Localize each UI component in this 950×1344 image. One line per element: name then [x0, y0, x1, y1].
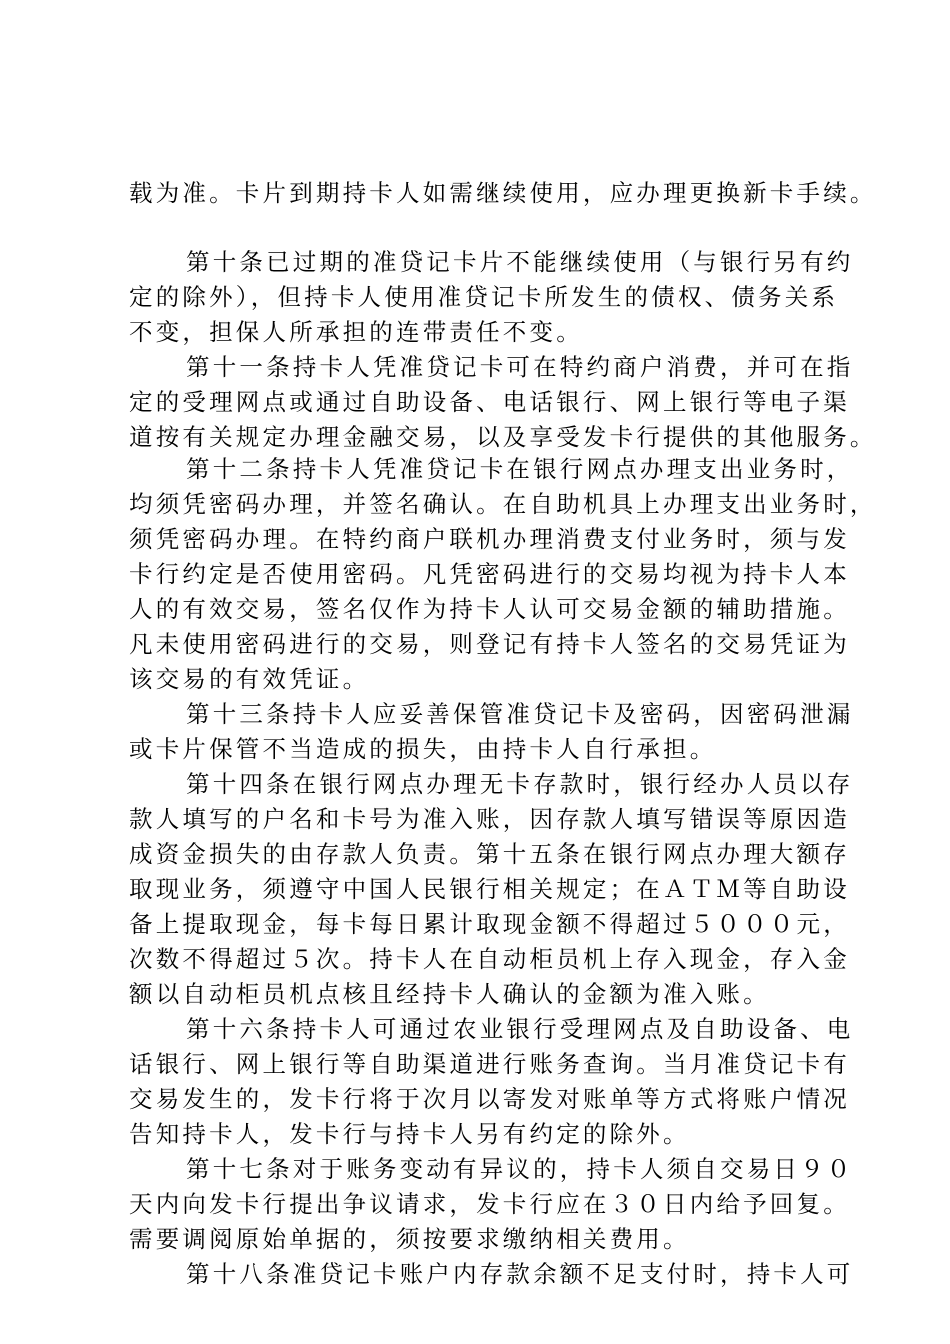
- text-line: 额以自动柜员机点核且经持卡人确认的金额为准入账。: [129, 980, 770, 1008]
- article-11-line: 第十一条持卡人凭准贷记卡可在特约商户消费，并可在指: [186, 353, 854, 381]
- article-14-line: 第十四条在银行网点办理无卡存款时，银行经办人员以存: [186, 770, 854, 798]
- text-line: 卡行约定是否使用密码。凡凭密码进行的交易均视为持卡人本: [129, 560, 850, 588]
- paragraph-continuation: [129, 176, 877, 211]
- article-10-line: 第十条已过期的准贷记卡片不能继续使用（与银行另有约: [186, 248, 854, 276]
- text-line: 成资金损失的由存款人负责。第十五条在银行网点办理大额存: [129, 840, 850, 868]
- text-line: 定的受理网点或通过自助设备、电话银行、网上银行等电子渠: [129, 388, 850, 416]
- text-line: 取现业务，须遵守中国人民银行相关规定；在ＡＴＭ等自助设: [129, 875, 850, 903]
- text-line: 人的有效交易，签名仅作为持卡人认可交易金额的辅助措施。: [129, 595, 850, 623]
- text-line: 次数不得超过５次。持卡人在自动柜员机上存入现金，存入金: [129, 945, 850, 973]
- text-line: 该交易的有效凭证。: [129, 665, 370, 693]
- text-line: 或卡片保管不当造成的损失，由持卡人自行承担。: [129, 735, 717, 763]
- article-18-line: 第十八条准贷记卡账户内存款余额不足支付时，持卡人可: [186, 1260, 854, 1288]
- text-line: 话银行、网上银行等自助渠道进行账务查询。当月准贷记卡有: [129, 1050, 850, 1078]
- text-line: 凡未使用密码进行的交易，则登记有持卡人签名的交易凭证为: [129, 630, 850, 658]
- text-line: 道按有关规定办理金融交易，以及享受发卡行提供的其他服务。: [129, 423, 877, 451]
- paragraph-group-articles-12-18: [129, 452, 877, 1292]
- article-12-line: 第十二条持卡人凭准贷记卡在银行网点办理支出业务时，: [186, 455, 854, 483]
- article-17-line: 第十七条对于账务变动有异议的，持卡人须自交易日９０: [186, 1155, 854, 1183]
- text-line: 需要调阅原始单据的，须按要求缴纳相关费用。: [129, 1225, 690, 1253]
- text-line: 均须凭密码办理，并签名确认。在自助机具上办理支出业务时，: [129, 490, 877, 518]
- text-line: 告知持卡人，发卡行与持卡人另有约定的除外。: [129, 1120, 690, 1148]
- text-line: 交易发生的，发卡行将于次月以寄发对账单等方式将账户情况: [129, 1085, 850, 1113]
- text-line: 款人填写的户名和卡号为准入账，因存款人填写错误等原因造: [129, 805, 850, 833]
- text-line: 天内向发卡行提出争议请求，发卡行应在３０日内给予回复。: [129, 1190, 850, 1218]
- text-line: 备上提取现金，每卡每日累计取现金额不得超过５０００元，: [129, 910, 850, 938]
- text-line: 须凭密码办理。在特约商户联机办理消费支付业务时，须与发: [129, 525, 850, 553]
- text-line: 载为准。卡片到期持卡人如需继续使用，应办理更换新卡手续。: [129, 179, 877, 207]
- article-16-line: 第十六条持卡人可通过农业银行受理网点及自助设备、电: [186, 1015, 854, 1043]
- text-line: 不变，担保人所承担的连带责任不变。: [129, 318, 583, 346]
- paragraph-group-articles-10-11: [129, 245, 877, 455]
- text-line: 定的除外），但持卡人使用准贷记卡所发生的债权、债务关系: [129, 283, 839, 311]
- article-13-line: 第十三条持卡人应妥善保管准贷记卡及密码，因密码泄漏: [186, 700, 854, 728]
